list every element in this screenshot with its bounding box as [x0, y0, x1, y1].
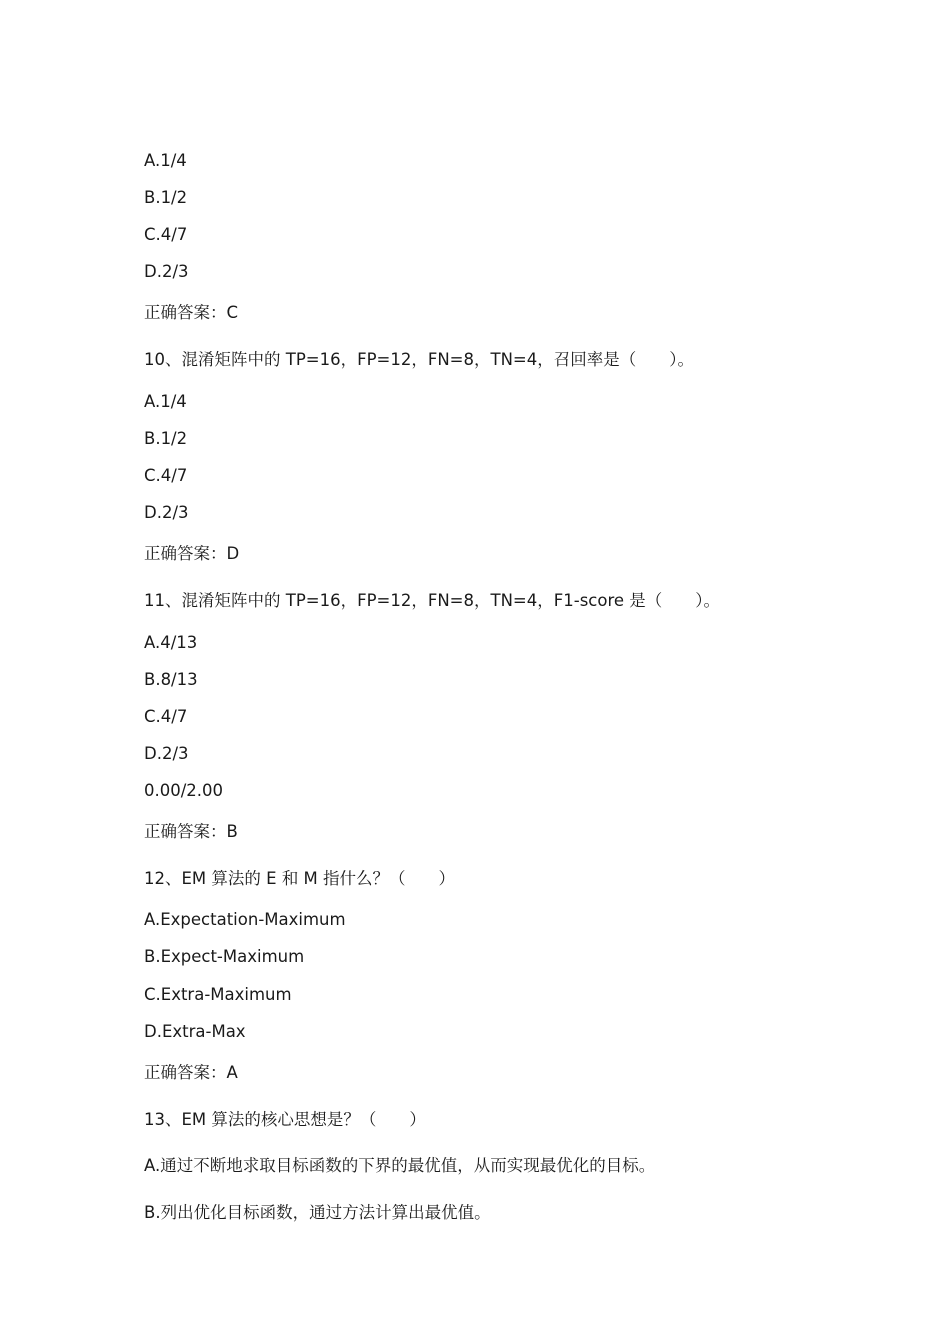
- q13-option-b: B.列出优化目标函数，通过方法计算出最优值。: [144, 1203, 491, 1222]
- q11-option-b: B.8/13: [144, 670, 198, 689]
- q13-option-a: A.通过不断地求取目标函数的下界的最优值，从而实现最优化的目标。: [144, 1156, 656, 1175]
- q9-answer: 正确答案：C: [144, 303, 239, 322]
- q11-question: 11、混淆矩阵中的 TP=16，FP=12，FN=8，TN=4，F1-score 是（ ）。: [144, 591, 721, 610]
- q10-option-a: A.1/4: [144, 392, 187, 411]
- q9-option-d: D.2/3: [144, 262, 189, 281]
- q10-option-b: B.1/2: [144, 429, 188, 448]
- q10-answer: 正确答案：D: [144, 544, 240, 563]
- q12-option-a: A.Expectation-Maximum: [144, 910, 346, 929]
- q11-score: 0.00/2.00: [144, 781, 224, 800]
- q13-question: 13、EM 算法的核心思想是？（ ）: [144, 1110, 426, 1129]
- q10-option-c: C.4/7: [144, 466, 188, 485]
- q11-option-c: C.4/7: [144, 707, 188, 726]
- q10-question: 10、混淆矩阵中的 TP=16，FP=12，FN=8，TN=4，召回率是（ ）。: [144, 350, 695, 369]
- q12-answer: 正确答案：A: [144, 1063, 238, 1082]
- q9-option-a: A.1/4: [144, 151, 187, 170]
- q11-option-d: D.2/3: [144, 744, 189, 763]
- q12-option-c: C.Extra-Maximum: [144, 985, 292, 1004]
- q12-option-d: D.Extra-Max: [144, 1022, 246, 1041]
- q11-answer: 正确答案：B: [144, 822, 238, 841]
- q11-option-a: A.4/13: [144, 633, 198, 652]
- q12-option-b: B.Expect-Maximum: [144, 947, 305, 966]
- q9-option-b: B.1/2: [144, 188, 188, 207]
- q9-option-c: C.4/7: [144, 225, 188, 244]
- q10-option-d: D.2/3: [144, 503, 189, 522]
- q12-question: 12、EM 算法的 E 和 M 指什么？（ ）: [144, 869, 456, 888]
